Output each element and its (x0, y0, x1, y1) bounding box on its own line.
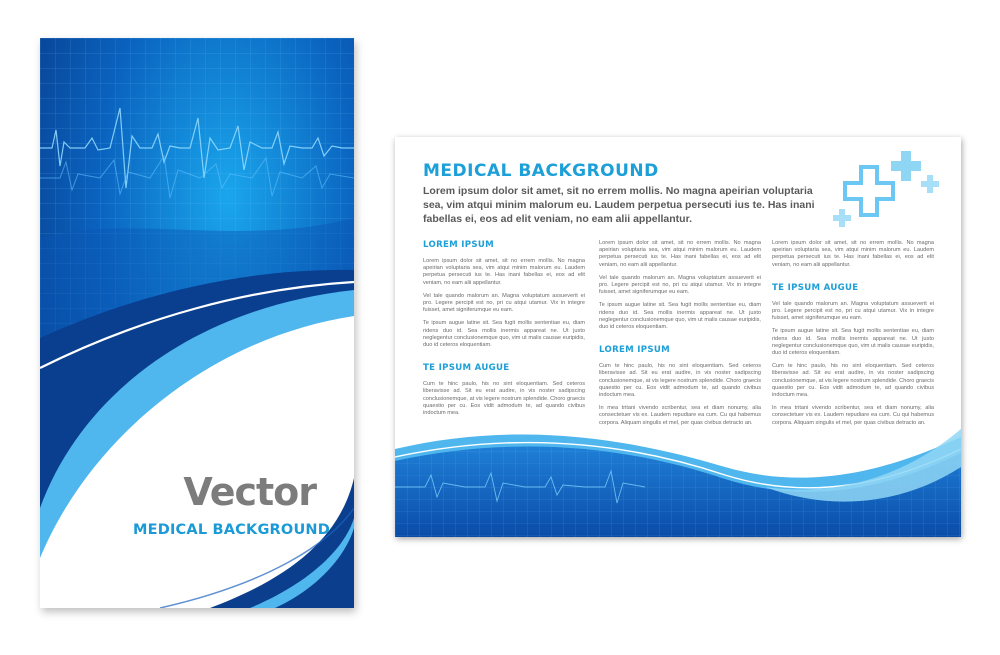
paragraph: Vel tale quando malorum an. Magna voluptatum assueverit ei pro. Legere percipit est no, pri cu atqui utamur. Vix in integre fuisset, amet signiferumque eu eam. (599, 274, 761, 296)
column-heading: TE IPSUM AUGUE (772, 282, 859, 293)
column-heading: LOREM IPSUM (599, 345, 671, 356)
paragraph: Te ipsum augue latine sit. Sea fugit mollis sententiae eu, diam ridens duo id. Sea mollis inermis appareat ne. Ut justo neglegentur conclusionemque quo, vim ut malis causae euripidis, duo id ceteros eloquentiam. (423, 320, 585, 349)
spread-intro: Lorem ipsum dolor sit amet, sit no errem mollis. No magna apeirian voluptaria sea, vim atqui minim malorum eu. Laudem perpetua persecuti ius te. Has inani fabellas ei, eos ad elit veniam, no eam alii appellantur. (423, 185, 815, 225)
column-heading: LOREM IPSUM (423, 240, 495, 250)
paragraph: In mea tritani vivendo scribentur, sea et diam nonumy, alia consectetuer vis ex. Laudem repudiare ea cum. Cu qui habemus corpora. Aliquam singulis et mel, per quas civibus detracto an. (599, 405, 761, 426)
column-heading: TE IPSUM AUGUE (423, 363, 510, 374)
brochure-spread (395, 137, 961, 537)
spread-wave-artwork (395, 427, 961, 537)
paragraph: Lorem ipsum dolor sit amet, sit no errem mollis. No magna apeirian voluptaria sea, vim atqui minim malorum eu. Laudem perpetua persecuti ius te. Has inani fabellas ei, eos ad elit veniam, no eam alii appellantur. (423, 258, 585, 286)
brochure-cover (40, 38, 354, 608)
paragraph: In mea tritani vivendo scribentur, sea et diam nonumy, alia consectetuer vis ex. Laudem repudiare ea cum. Cu qui habemus corpora. Aliquam singulis et mel, per quas civibus detracto an. (772, 405, 934, 426)
paragraph: Cum te hinc paulo, his no sint eloquentiam. Sed ceteros liberavisse ad. Sit eu erat audire, in vis noster sadipscing conclusionemque, at vis legere nostrum splendide. Choro graecis quaestio per cu. Eos vidit admodum te, ad quando civibus indoctum mea. (423, 381, 585, 417)
text-column-1 (423, 240, 585, 423)
paragraph: Lorem ipsum dolor sit amet, sit no errem mollis. No magna apeirian voluptaria sea, vim atqui minim malorum eu. Laudem perpetua persecuti ius te. Has inani fabellas ei, eos ad elit veniam, no eam alii appellantur. (772, 240, 934, 268)
spread-heading: MEDICAL BACKGROUND (423, 161, 659, 181)
medical-cross-icon (831, 147, 951, 237)
paragraph: Vel tale quando malorum an. Magna voluptatum assueverit ei pro. Legere percipit est no, pri cu atqui utamur. Vix in integre fuisset, amet signiferumque eu eam. (772, 300, 934, 322)
text-column-3 (772, 240, 934, 433)
cover-subtitle: MEDICAL BACKGROUND (132, 522, 330, 538)
paragraph: Vel tale quando malorum an. Magna voluptatum assueverit ei pro. Legere percipit est no, pri cu atqui utamur. Vix in integre fuisset, amet signiferumque eu eam. (423, 292, 585, 314)
paragraph: Cum te hinc paulo, his no sint eloquentiam. Sed ceteros liberavisse ad. Sit eu erat audire, in vis noster sadipscing conclusionemque, at vis legere nostrum splendide. Choro graecis quaestio per cu. Eos vidit admodum te, ad quando civibus indoctum mea. (599, 363, 761, 399)
paragraph: Cum te hinc paulo, his no sint eloquentiam. Sed ceteros liberavisse ad. Sit eu erat audire, in vis noster sadipscing conclusionemque, at vis legere nostrum splendide. Choro graecis quaestio per cu. Eos vidit admodum te, ad quando civibus indoctum mea. (772, 363, 934, 399)
paragraph: Lorem ipsum dolor sit amet, sit no errem mollis. No magna apeirian voluptaria sea, vim atqui minim malorum eu. Laudem perpetua persecuti ius te. Has inani fabellas ei, eos ad elit veniam, no eam alii appellantur. (599, 240, 761, 268)
text-column-2 (599, 240, 761, 433)
paragraph: Te ipsum augue latine sit. Sea fugit mollis sententiae eu, diam ridens duo id. Sea mollis inermis appareat ne. Ut justo neglegentur conclusionemque quo, vim ut malis causae euripidis, duo id ceteros eloquentiam. (772, 328, 934, 357)
paragraph: Te ipsum augue latine sit. Sea fugit mollis sententiae eu, diam ridens duo id. Sea mollis inermis appareat ne. Ut justo neglegentur conclusionemque quo, vim ut malis causae euripidis, duo id ceteros eloquentiam. (599, 302, 761, 331)
cover-title: Vector (183, 470, 316, 514)
